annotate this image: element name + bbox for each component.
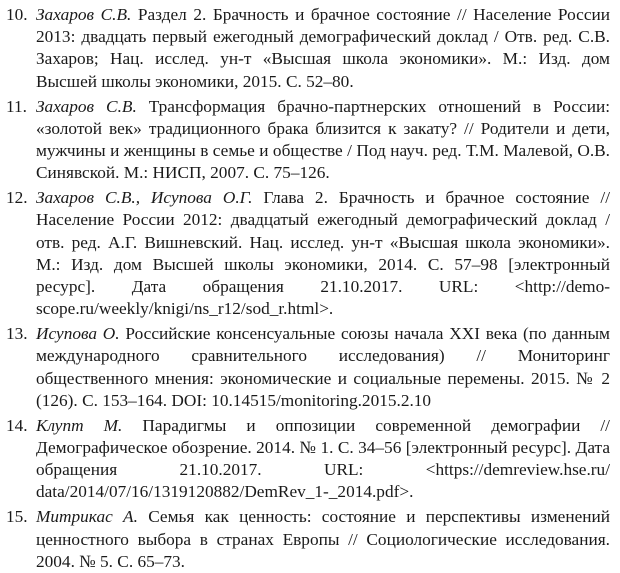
reference-body	[36, 323, 610, 412]
reference-item	[6, 187, 610, 320]
reference-number: 10.	[6, 5, 28, 24]
reference-author: Исупова О.	[36, 324, 120, 344]
reference-item	[6, 323, 610, 412]
reference-body	[36, 96, 610, 185]
reference-item	[6, 4, 610, 93]
reference-number: 14.	[6, 415, 28, 435]
reference-number: 11.	[6, 96, 27, 116]
reference-body	[36, 187, 610, 320]
reference-item	[6, 96, 610, 185]
reference-author: Митрикас А.	[36, 507, 138, 527]
reference-text: Раздел 2. Брачность и брачное состояние // Население России 2013: двадцать первый ежегодный демографический доклад / Отв. ред. С.В. Захаров; Нац. исслед. ун-т «Высшая школа экономики». М.: Изд. дом Высшей школы экономики, 2015. С. 52–80.	[36, 5, 610, 91]
reference-item	[6, 415, 610, 504]
reference-number: 15.	[6, 507, 28, 527]
reference-body	[36, 4, 610, 93]
reference-body	[36, 506, 610, 573]
reference-text: Российские консенсуальные союзы начала XXI века (по данным международного сравнительного исследования) // Мониторинг общественного мнения: экономические и социальные перемены. 2015. № 2 (126). С. 153–164. DOI: 10.14515/monitoring.2015.2.10	[36, 324, 610, 410]
reference-number: 12.	[6, 188, 28, 208]
reference-text: Парадигмы и оппозиции современной демографии // Демографическое обозрение. 2014. № 1. С. 34–56 [электронный ресурс]. Дата обращения 21.10.2017. URL: <https://demreview.hse.ru/ data/2014/07/16/1319120882/DemRev_1-_2014.pdf>.	[36, 415, 610, 502]
reference-item	[6, 506, 610, 573]
reference-author: Захаров С.В.	[36, 96, 137, 116]
reference-text: Семья как ценность: состояние и перспективы изменений ценностного выбора в странах Европы // Социологические исследования. 2004. № 5. С. 65–73.	[36, 507, 610, 571]
reference-author: Клупт М.	[36, 415, 123, 435]
reference-author: Захаров С.В.	[36, 5, 132, 24]
reference-author: Захаров С.В., Исупова О.Г.	[36, 188, 253, 208]
reference-text: Глава 2. Брачность и брачное состояние // Население России 2012: двадцатый ежегодный демографический доклад / отв. ред. А.Г. Вишневский. Нац. исслед. ун-т «Высшая школа экономики». М.: Изд. дом Высшей школы экономики, 2014. С. 57–98 [электронный ресурс]. Дата обращения 21.10.2017. URL: <http://demoscope.ru/weekly/knigi/ns_r12/sod_r.html>.	[36, 188, 610, 319]
reference-number: 13.	[6, 324, 28, 344]
reference-text: Трансформация брачно-партнерских отношений в России: «золотой век» традиционного брака близится к закату? // Родители и дети, мужчины и женщины в семье и обществе / Под науч. ред. Т.М. Малевой, О.В. Синявской. М.: НИСП, 2007. С. 75–126.	[36, 96, 610, 183]
reference-body	[36, 415, 610, 504]
